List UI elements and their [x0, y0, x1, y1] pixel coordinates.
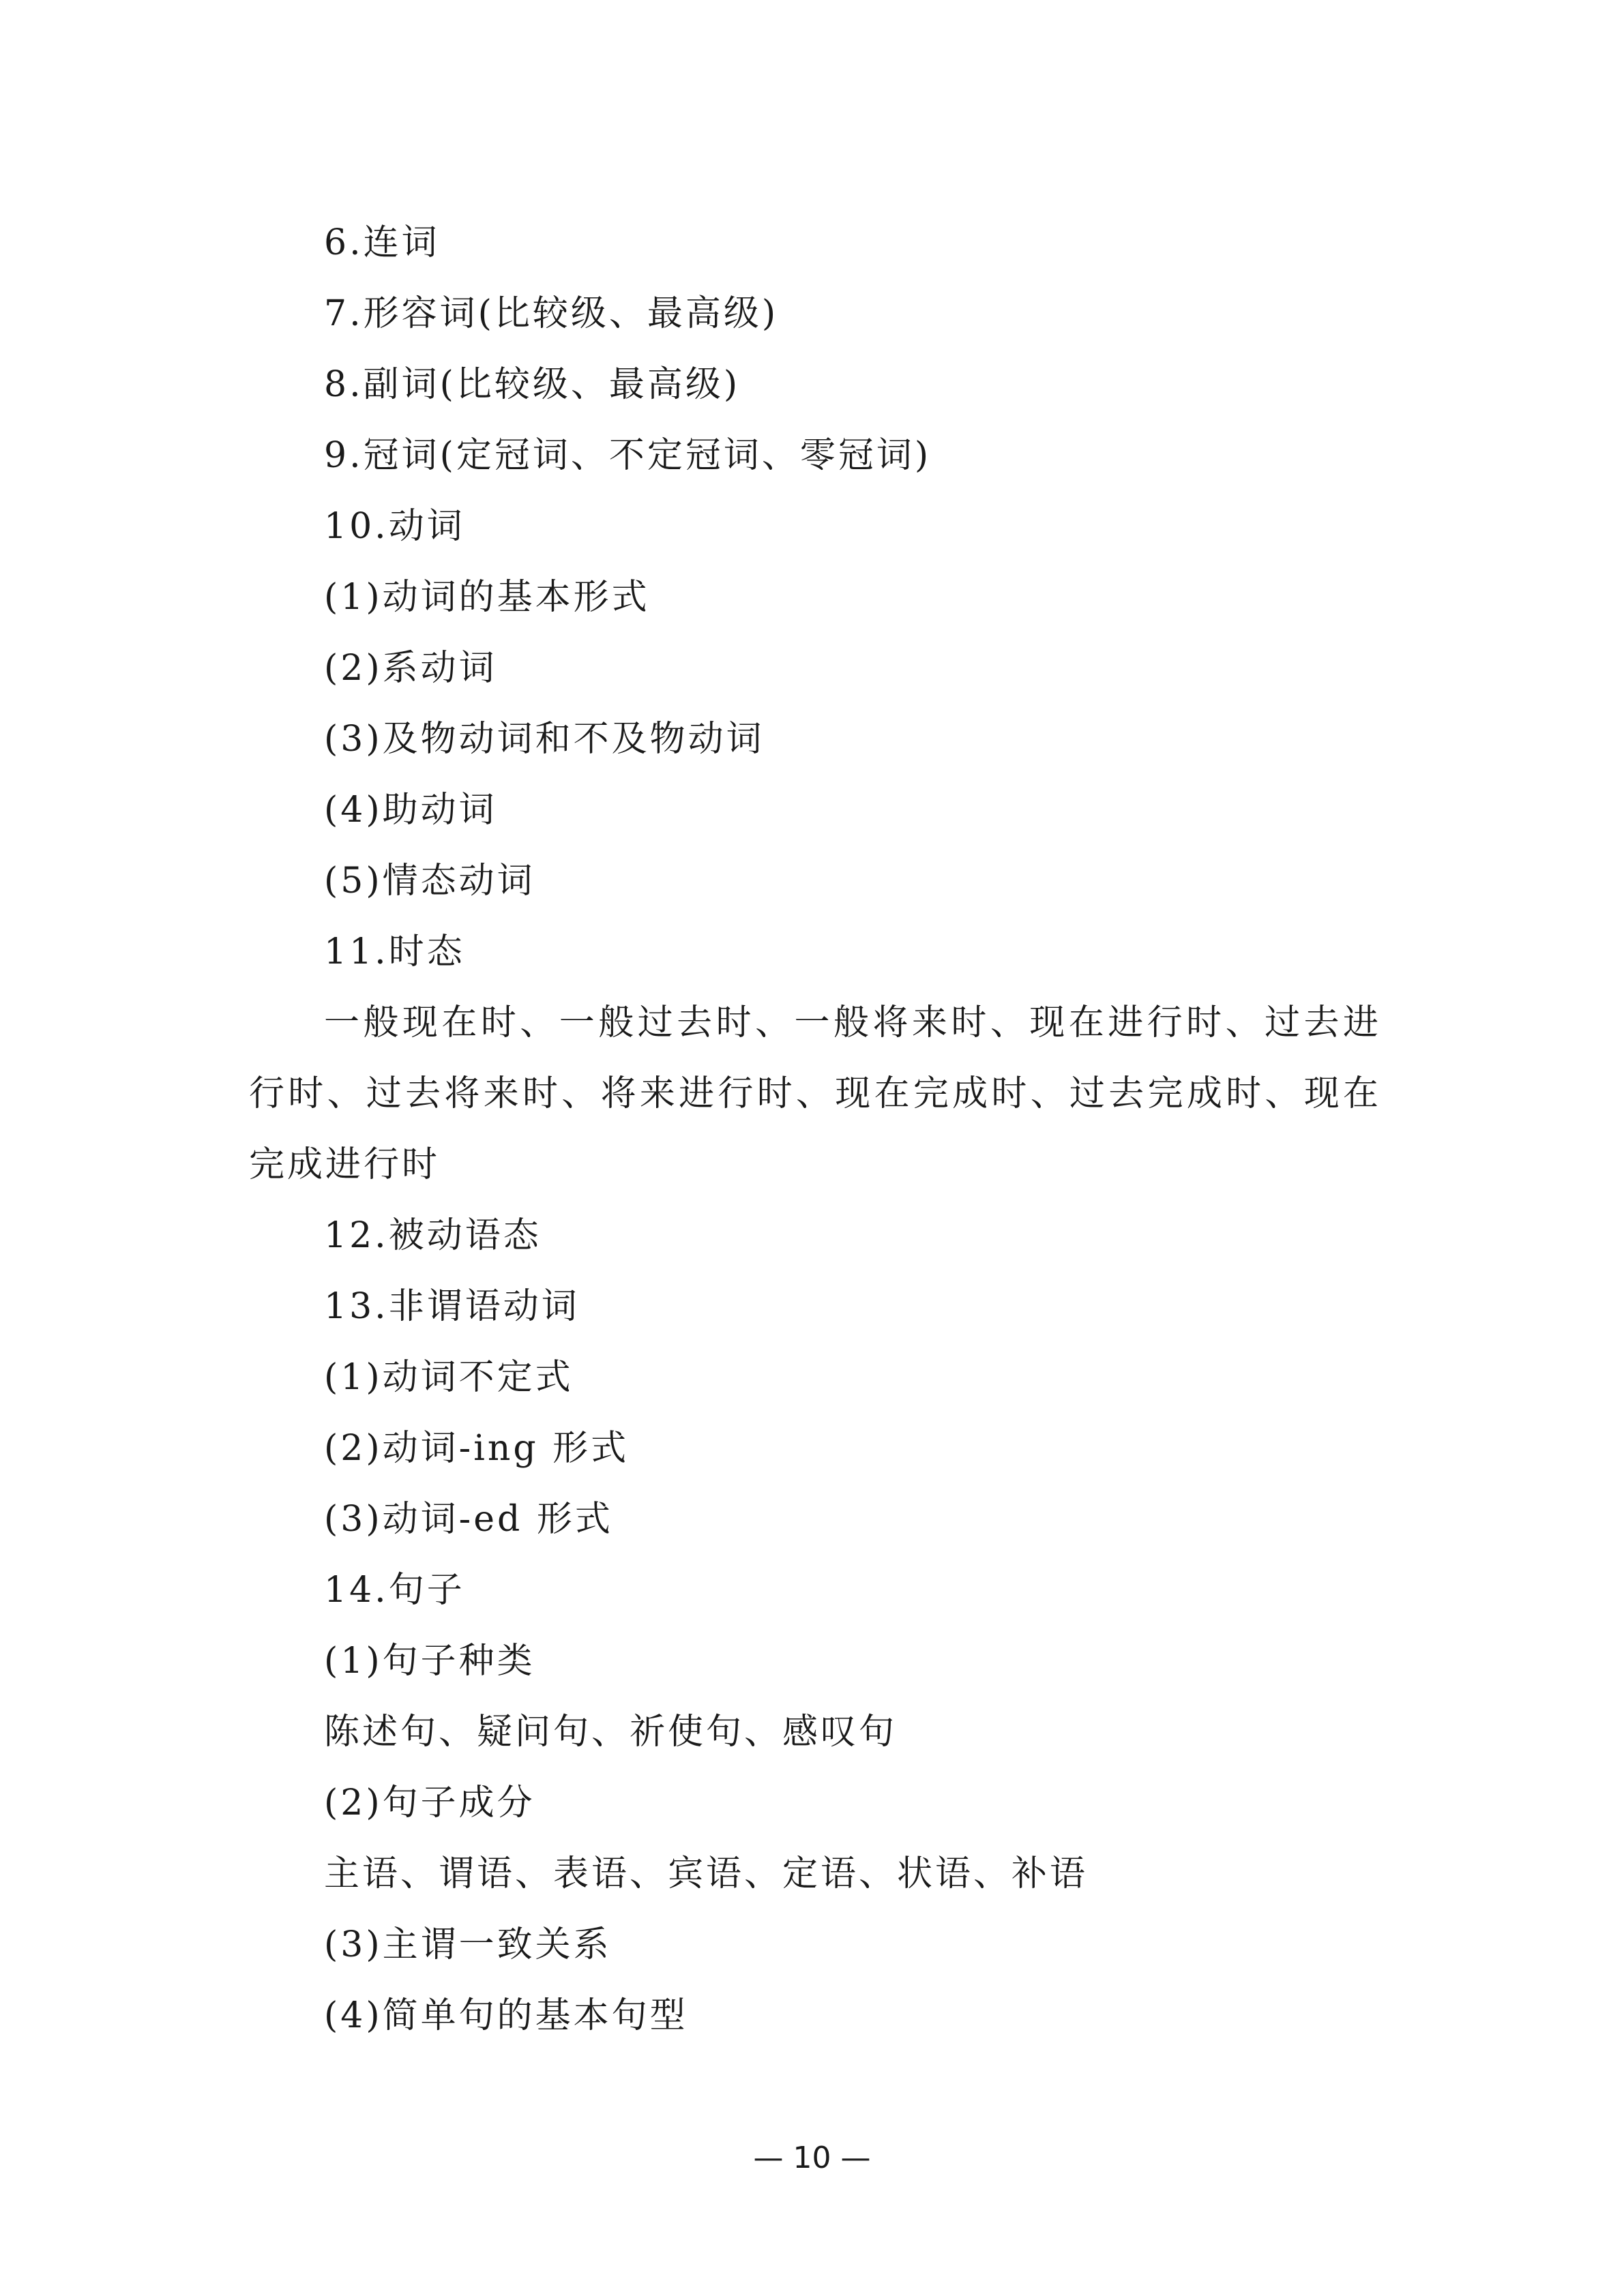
item-modal-verb: (5)情态动词 [324, 861, 535, 901]
item-ed-form: (3)动词-ed 形式 [324, 1499, 613, 1540]
tense-list-paragraph: 一般现在时、一般过去时、一般将来时、现在进行时、过去进行时、过去将来时、将来进行时、现在完成时、过去完成时、现在完成进行时 [249, 1002, 1381, 1185]
item-non-finite-verb: 13.非谓语动词 [324, 1286, 580, 1327]
item-passive-voice: 12.被动语态 [324, 1215, 542, 1256]
item-infinitive: (1)动词不定式 [324, 1357, 574, 1398]
page-number: — 10 — [753, 2141, 871, 2175]
item-subject-verb-agreement: (3)主谓一致关系 [324, 1924, 612, 1965]
item-ing-form: (2)动词-ing 形式 [324, 1428, 630, 1469]
item-simple-sentence-patterns: (4)简单句的基本句型 [324, 1995, 688, 2036]
item-transitive-verb: (3)及物动词和不及物动词 [324, 719, 765, 760]
item-tense: 11.时态 [324, 931, 465, 972]
item-auxiliary-verb: (4)助动词 [324, 790, 497, 831]
sentence-components-list: 主语、谓语、表语、宾语、定语、状语、补语 [324, 1853, 1089, 1894]
item-verb-basic-forms: (1)动词的基本形式 [324, 577, 650, 618]
item-conjunction: 6.连词 [324, 222, 440, 263]
item-article: 9.冠词(定冠词、不定冠词、零冠词) [324, 435, 932, 476]
item-sentence-components: (2)句子成分 [324, 1783, 535, 1823]
item-sentence-types: (1)句子种类 [324, 1641, 535, 1682]
item-verb: 10.动词 [324, 506, 465, 547]
item-linking-verb: (2)系动词 [324, 648, 497, 689]
item-adverb: 8.副词(比较级、最高级) [324, 364, 741, 405]
item-sentence: 14.句子 [324, 1570, 465, 1611]
item-adjective: 7.形容词(比较级、最高级) [324, 293, 779, 334]
sentence-types-list: 陈述句、疑问句、祈使句、感叹句 [324, 1712, 898, 1753]
page-body [249, 207, 1381, 2051]
